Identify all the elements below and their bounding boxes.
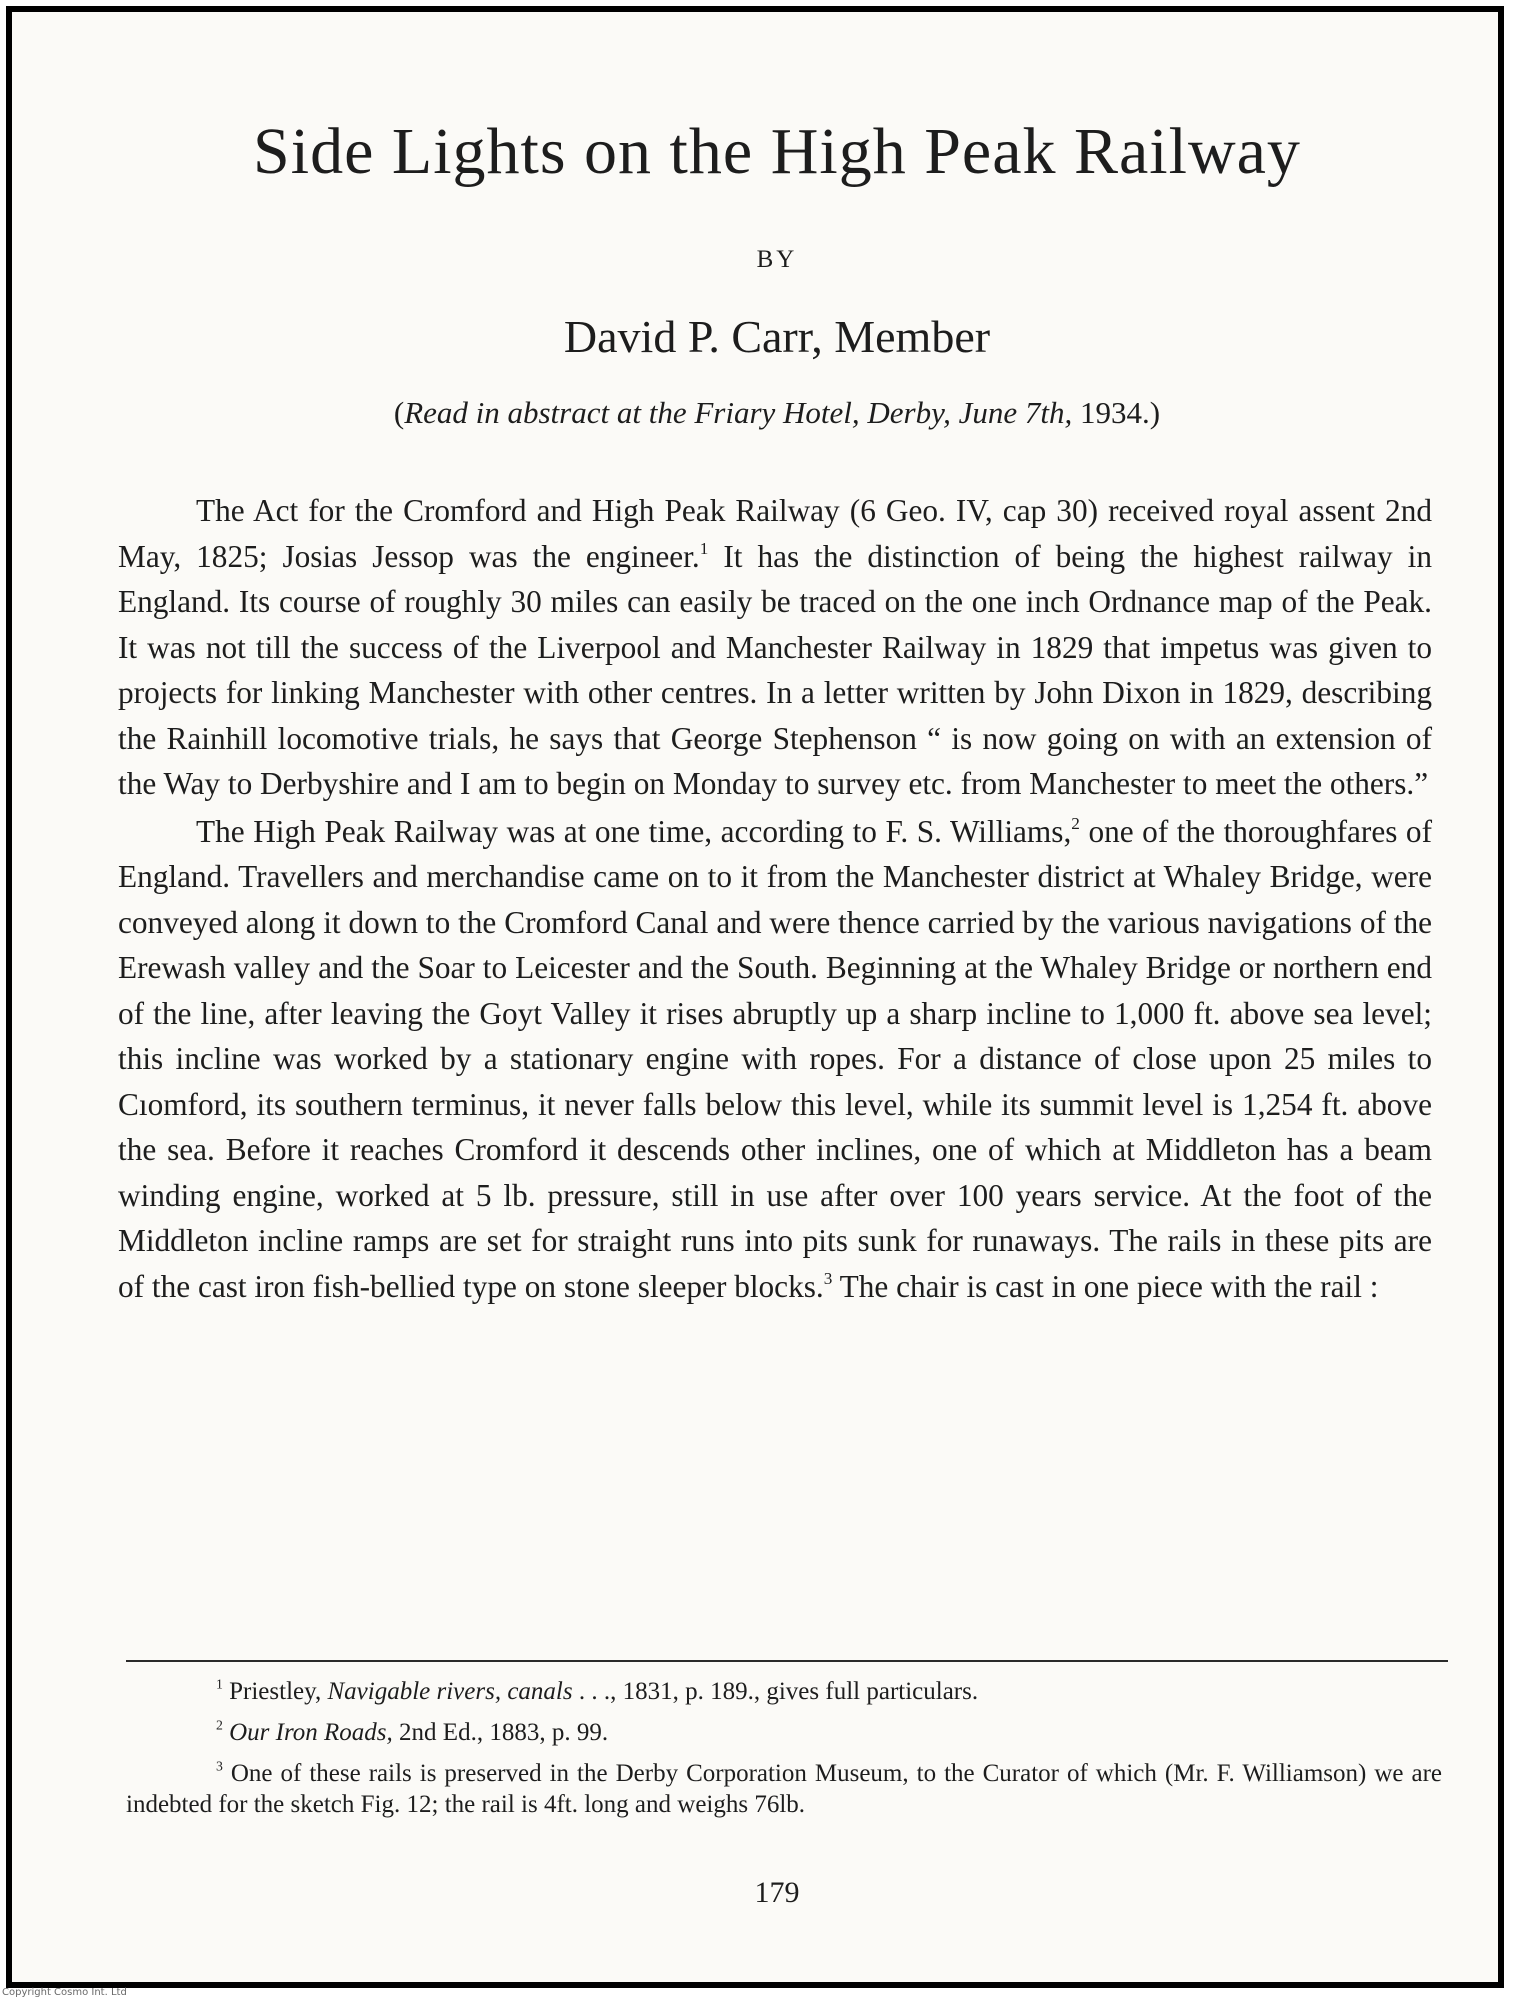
document-page	[116, 12, 1442, 1982]
paragraph-2	[118, 809, 1432, 1310]
page-frame	[6, 6, 1504, 1988]
byline: BY	[756, 246, 798, 273]
author-name: David P. Carr, Member	[563, 311, 991, 362]
footnote-divider	[126, 1660, 1448, 1662]
paragraph-2-text-b: one of the thoroughfares of England. Travellers and merchandise came on to it from the Manchester district at Whaley Bridge, were conveyed along it down to the Cromford Canal and were thence carried by the various navigations of the Erewash valley and the Soar to Leicester and the South. Beginning at the Whaley Bridge or northern end of the line, after leaving the Goyt Valley it rises abruptly up a sharp incline to 1,000 ft. above sea level; this incline was worked by a stationary engine with ropes. For a distance of close upon 25 miles to Cıomford, its southern terminus, it never falls below this level, while its summit level is 1,254 ft. above the sea. Before it reaches Cromford it descends other inclines, one of which at Middleton has a beam winding engine, worked at 5 lb. pressure, still in use after over 100 years service. At the foot of the Middleton incline ramps are set for straight runs into pits sunk for runaways. The rails in these pits are of the cast iron fish-bellied type on stone sleeper blocks.	[118, 813, 1433, 1304]
footnote-ref-3: 3	[823, 1268, 833, 1288]
paragraph-2-text-c: The chair is cast in one piece with the rail :	[832, 1268, 1379, 1304]
footnotes	[126, 1676, 1442, 1830]
footnote-2	[126, 1717, 1442, 1748]
article-title: Side Lights on the High Peak Railway	[253, 115, 1301, 188]
read-note-open: (	[393, 395, 405, 430]
footnote-2-number: 2	[216, 1717, 223, 1733]
page-number: 179	[754, 1876, 800, 1909]
article-body	[118, 488, 1432, 1311]
footnote-1-number: 1	[216, 1676, 223, 1692]
paragraph-1	[118, 488, 1432, 807]
footnote-ref-2: 2	[1071, 813, 1080, 833]
footnote-3-number: 3	[216, 1758, 223, 1774]
footnote-1-post: . . ., 1831, p. 189., gives full particulars.	[572, 1678, 979, 1705]
footnote-ref-1: 1	[699, 538, 709, 558]
footnote-1-italic: Navigable rivers, canals	[327, 1678, 573, 1705]
paragraph-1-text-b: It has the distinction of being the highest railway in England. Its course of roughly 30 miles can easily be traced on the one inch Ordnance map of the Peak. It was not till the success of the Liverpool and Manchester Railway in 1829 that impetus was given to projects for linking Manchester with other centres. In a letter written by John Dixon in 1829, describing the Rainhill locomotive trials, he says that George Stephenson “ is now going on with an extension of the Way to Derbyshire and I am to begin on Monday to survey etc. from Manchester to meet the others.”	[118, 538, 1433, 801]
footnote-2-post: 2nd Ed., 1883, p. 99.	[392, 1719, 609, 1746]
footnote-1	[126, 1676, 1442, 1707]
paragraph-1-text-a: The Act for the Cromford and High Peak Railway (6 Geo. IV, cap 30) received royal assent 2nd May, 1825; Josias Jessop was the engineer.	[118, 493, 1432, 574]
footnote-3-text: One of these rails is preserved in the Derby Corporation Museum, to the Curator of which (Mr. F. Williamson) we are indebted for the sketch Fig. 12; the rail is 4ft. long and weighs 76lb.	[126, 1760, 1442, 1818]
footnote-1-pre: Priestley,	[222, 1678, 328, 1705]
copyright-watermark: Copyright Cosmo Int. Ltd	[2, 1987, 127, 1998]
footnote-2-italic: Our Iron Roads,	[222, 1719, 393, 1746]
read-note-italic: Read in abstract at the Friary Hotel, Derby, June 7th,	[404, 395, 1073, 430]
read-note-year: 1934.)	[1072, 395, 1161, 430]
footnote-3	[126, 1758, 1442, 1820]
paragraph-2-text-a: The High Peak Railway was at one time, according to F. S. Williams,	[196, 813, 1072, 849]
read-note	[116, 394, 1438, 431]
